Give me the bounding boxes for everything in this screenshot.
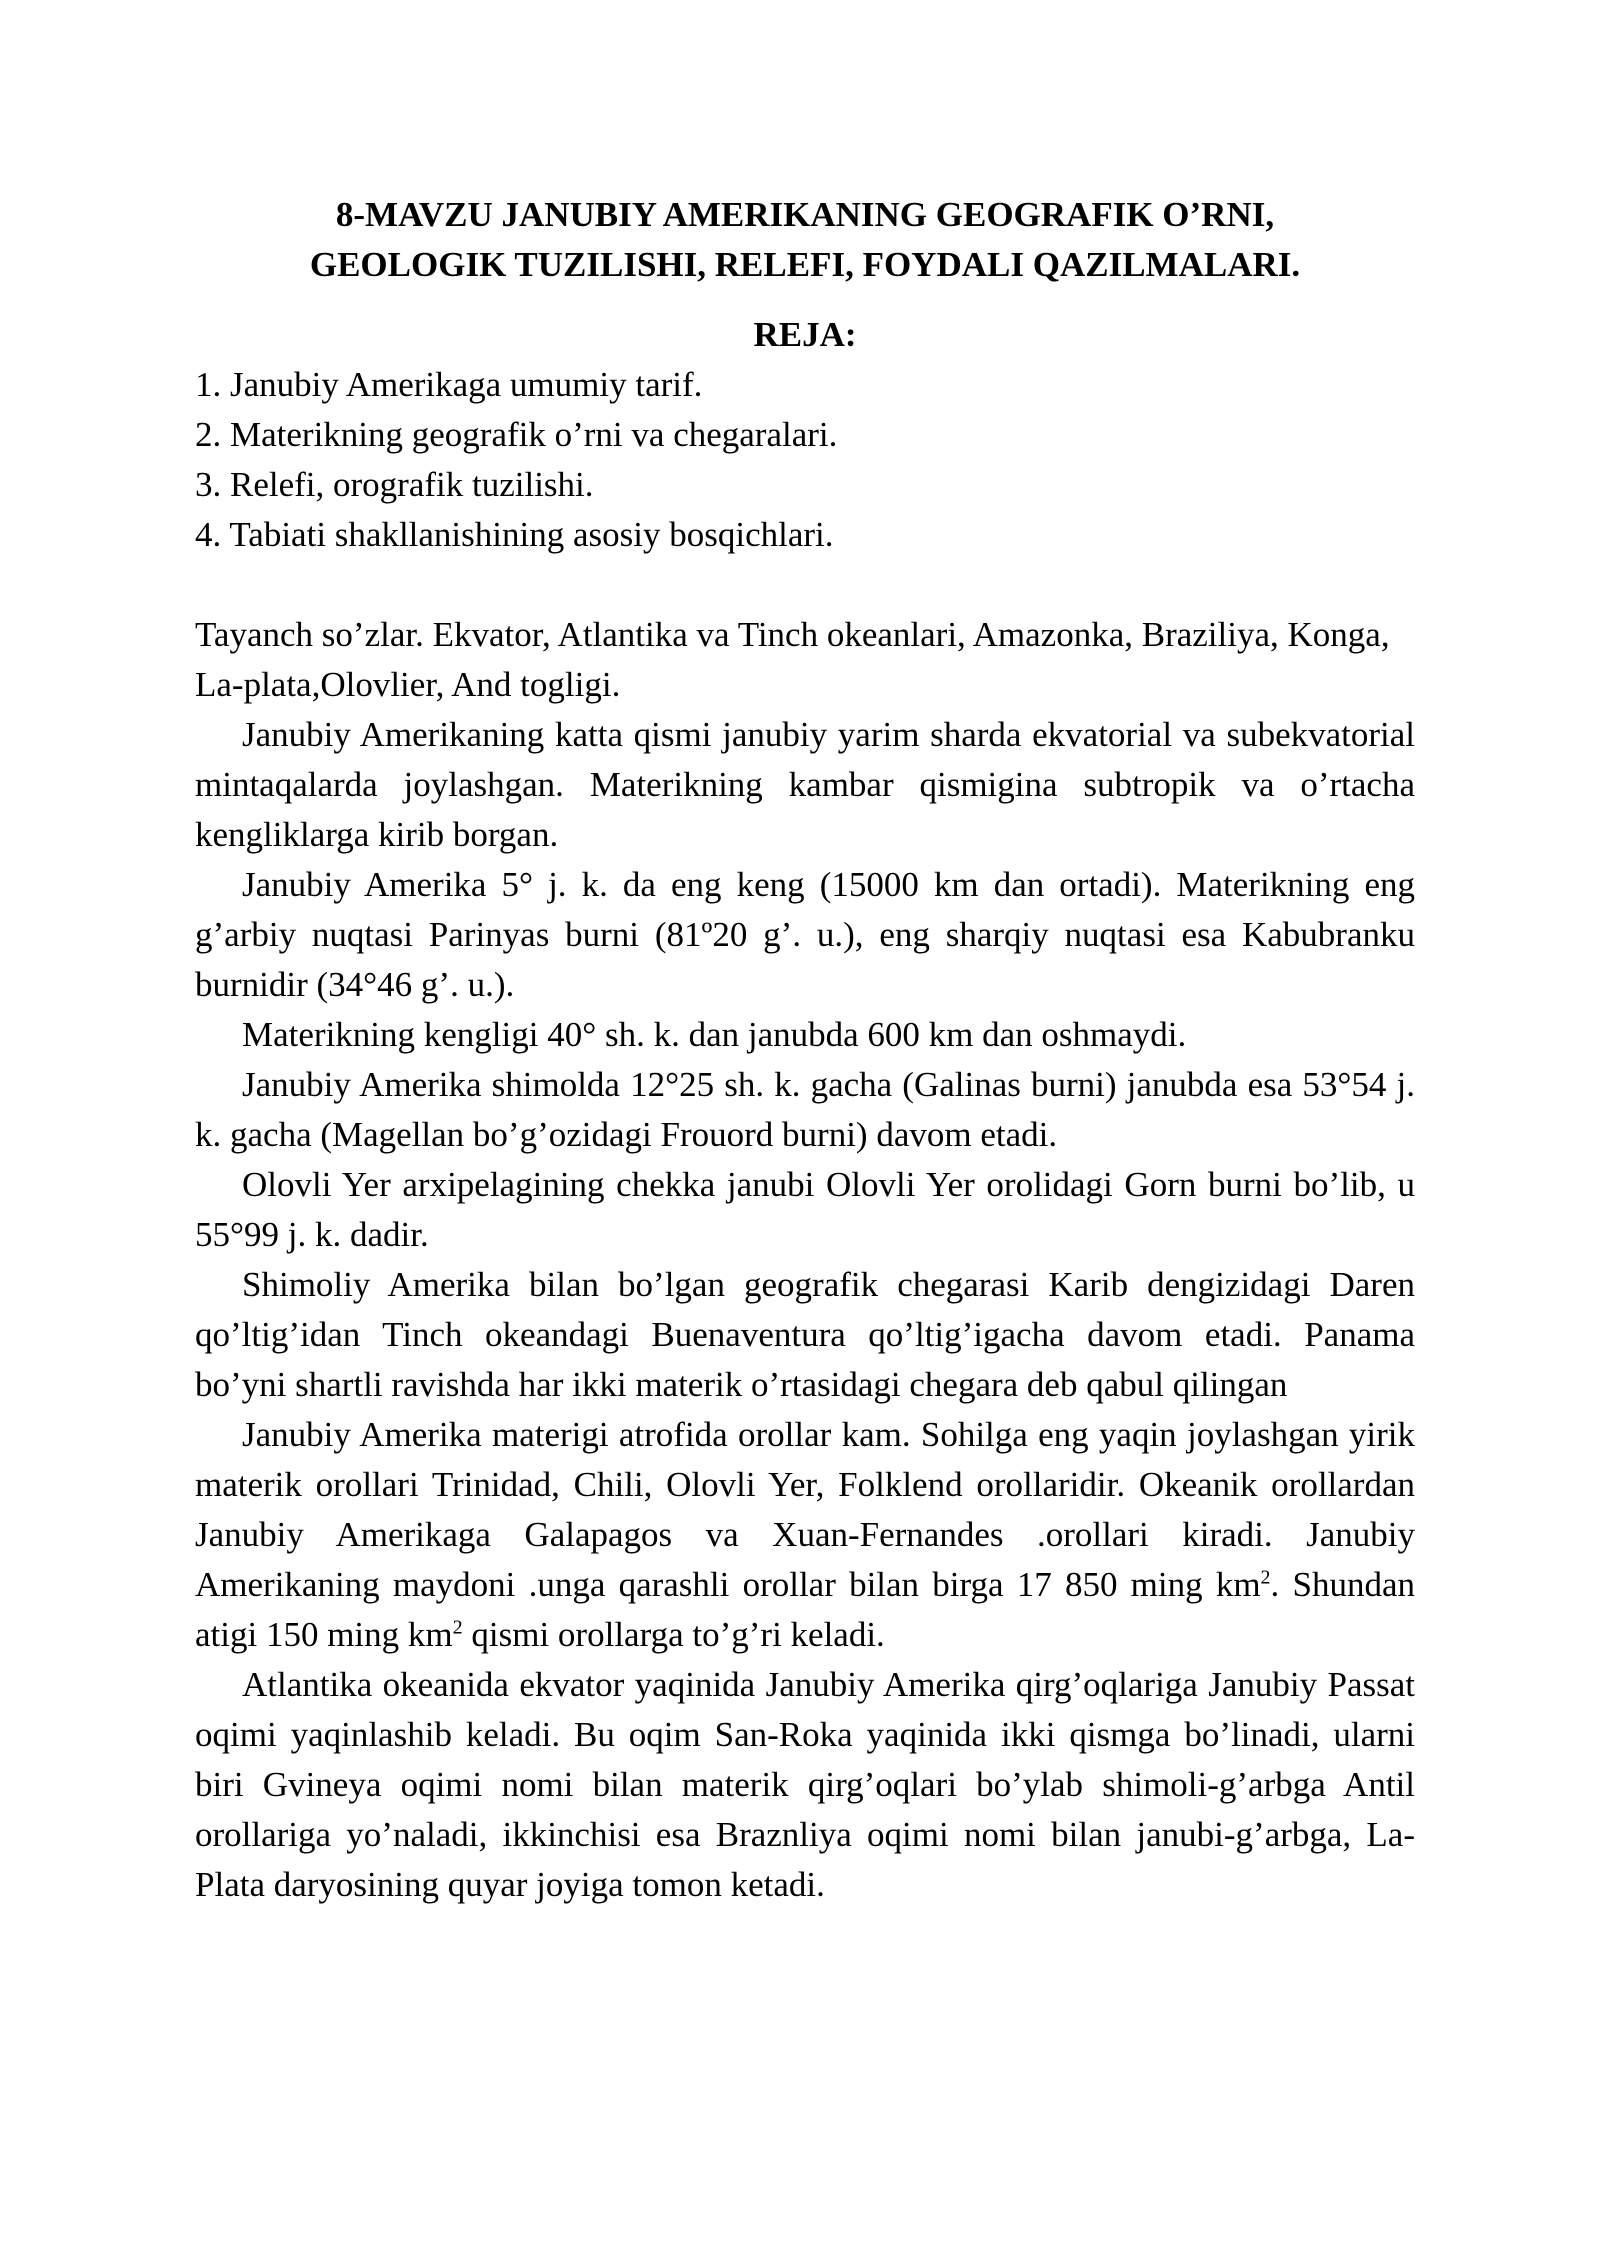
document-content	[195, 190, 1415, 1910]
superscript-2: 2	[452, 1616, 463, 1639]
keywords-paragraph: Tayanch so’zlar. Ekvator, Atlantika va Tinch okeanlari, Amazonka, Braziliya, Konga, La-plata,Olovlier, And togligi.	[195, 615, 1390, 704]
superscript-2: 2	[1260, 1566, 1271, 1589]
plan-item: 3. Relefi, orografik tuzilishi.	[195, 465, 594, 504]
plan-heading: REJA:	[753, 315, 857, 354]
islands-text-part-3: qismi orollarga to’g’ri keladi.	[462, 1615, 885, 1654]
islands-text-part-1: Janubiy Amerika materigi atrofida orollar kam. Sohilga eng yaqin joylashgan yirik materik orollari Trinidad, Chili, Olovli Yer, Folklend orollaridir. Okeanik orollardan Janubiy Amerikaga Galapagos va Xuan-Fernandes .orollari kiradi. Janubiy Amerikaning maydoni .unga qarashli orollar bilan birga 17 850 ming km	[195, 1415, 1415, 1604]
title-line-1: 8-MAVZU JANUBIY AMERIKANING GEOGRAFIK O’RNI,	[335, 195, 1275, 234]
islands-text-part-2: . Shundan atigi 150 ming km	[195, 1565, 1416, 1654]
body-text	[195, 710, 1415, 1910]
title-line-2: GEOLOGIK TUZILISHI, RELEFI, FOYDALI QAZILMALARI.	[309, 245, 1301, 284]
body-paragraph: Olovli Yer arxipelagining chekka janubi Olovli Yer orolidagi Gorn burni bo’lib, u 55°99 j. k. dadir.	[195, 1165, 1415, 1254]
body-paragraph: Atlantika okeanida ekvator yaqinida Janubiy Amerika qirg’oqlariga Janubiy Passat oqimi yaqinlashib keladi. Bu oqim San-Roka yaqinida ikki qismga bo’linadi, ularni biri Gvineya oqimi nomi bilan materik qirg’oqlari bo’ylab shimoli-g’arbga Antil orollariga yo’naladi, ikkinchisi esa Braznliya oqimi nomi bilan janubi-g’arbga, La-Plata daryosining quyar joyiga tomon ketadi.	[195, 1665, 1415, 1904]
body-paragraph: Janubiy Amerika 5° j. k. da eng keng (15000 km dan ortadi). Materikning eng g’arbiy nuqtasi Parinyas burni (81º20 g’. u.), eng sharqiy nuqtasi esa Kabubranku burnidir (34°46 g’. u.).	[195, 865, 1415, 1004]
plan-item: 4. Tabiati shakllanishining asosiy bosqichlari.	[195, 515, 834, 554]
document-title	[195, 190, 1415, 290]
body-paragraph: Materikning kengligi 40° sh. k. dan janubda 600 km dan oshmaydi.	[242, 1015, 1187, 1054]
plan-item: 2. Materikning geografik o’rni va chegaralari.	[195, 415, 838, 454]
plan-list	[195, 360, 1415, 560]
body-paragraph: Shimoliy Amerika bilan bo’lgan geografik chegarasi Karib dengizidagi Daren qo’ltig’idan Tinch okeandagi Buenaventura qo’ltig’igacha davom etadi. Panama bo’yni shartli ravishda har ikki materik o’rtasidagi chegara deb qabul qilingan	[195, 1265, 1415, 1404]
islands-paragraph	[195, 1410, 1415, 1660]
body-paragraph: Janubiy Amerikaning katta qismi janubiy yarim sharda ekvatorial va subekvatorial mintaqalarda joylashgan. Materikning kambar qismigina subtropik va o’rtacha kengliklarga kirib borgan.	[195, 715, 1415, 854]
body-paragraph: Janubiy Amerika shimolda 12°25 sh. k. gacha (Galinas burni) janubda esa 53°54 j. k. gacha (Magellan bo’g’ozidagi Frouord burni) davom etadi.	[195, 1065, 1415, 1154]
plan-item: 1. Janubiy Amerikaga umumiy tarif.	[195, 365, 703, 404]
